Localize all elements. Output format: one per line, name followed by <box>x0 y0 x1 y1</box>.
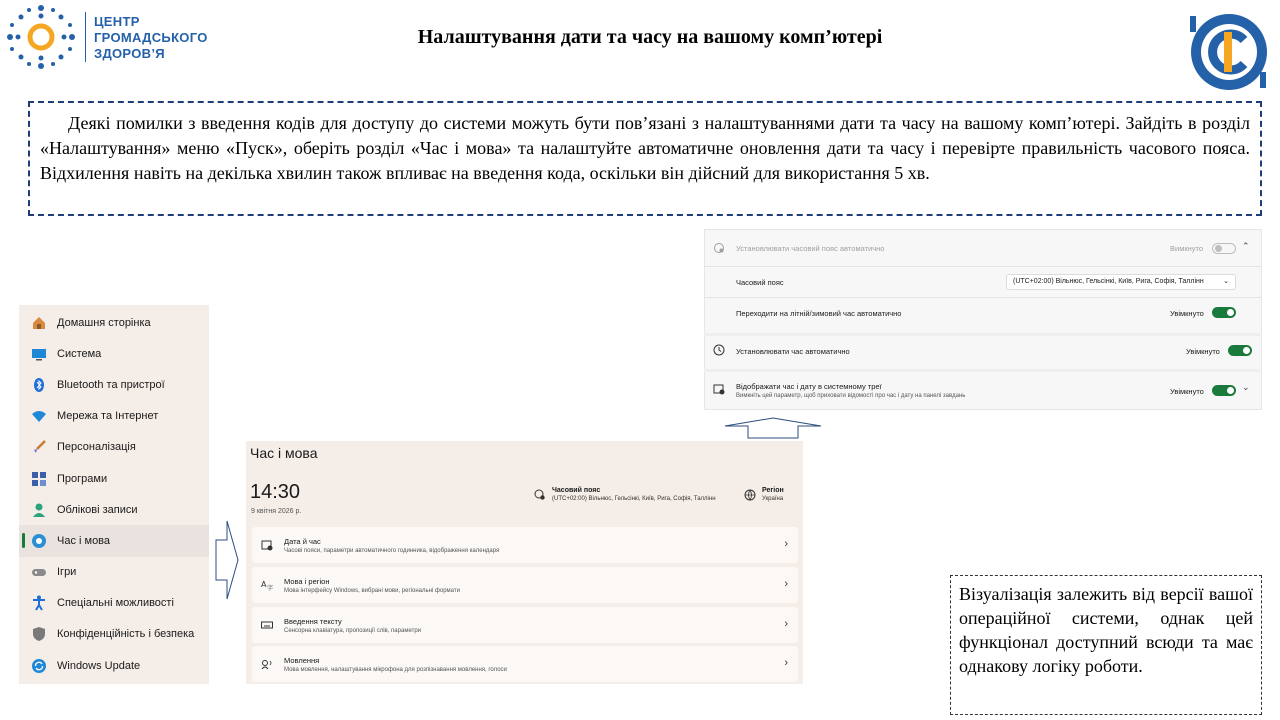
bluetooth-icon <box>31 377 47 393</box>
sidebar-item-time-language[interactable] <box>19 525 209 556</box>
tray-subtitle: Вимкніть цей параметр, щоб приховати відомості про час і дату на панелі завдань <box>736 393 966 399</box>
note-text: Візуалізація залежить від версії вашої операційної системи, однак цей функціонал доступний всюди та має однакову логіку роботи. <box>959 584 1253 676</box>
sidebar-item-label: Спеціальні можливості <box>57 597 174 610</box>
panel-title: Час і мова <box>250 445 318 461</box>
org-logo <box>6 4 206 70</box>
svg-text:字: 字 <box>267 585 273 591</box>
row-speech[interactable] <box>252 646 798 682</box>
monitor-icon <box>31 346 47 362</box>
globe-clock-icon <box>31 533 47 549</box>
shield-icon <box>31 626 47 642</box>
divider <box>704 297 1262 298</box>
sidebar-item-home[interactable] <box>19 307 209 338</box>
sidebar-item-label: Час і мова <box>57 534 111 547</box>
sidebar-item-personalization[interactable] <box>19 432 209 463</box>
arrow-right-icon <box>215 520 239 600</box>
wifi-icon <box>31 408 47 424</box>
sidebar-item-label: Конфіденційність і безпека <box>57 628 195 641</box>
tray-label: Відображати час і дату в системному треї <box>736 382 882 391</box>
row-subtitle: Мова інтерфейсу Windows, вибрані мови, регіональні формати <box>284 587 460 594</box>
sidebar-item-label: Облікові записи <box>57 503 138 516</box>
note-box <box>950 575 1262 715</box>
row-subtitle: Мова мовлення, налаштування мікрофона для розпізнавання мовлення, голоси <box>284 666 507 673</box>
sidebar-item-label: Програми <box>57 472 108 485</box>
tray-state: Увімкнуто <box>1170 387 1204 396</box>
timezone-icon <box>534 489 546 501</box>
calendar-clock-icon <box>713 383 725 395</box>
auto-timezone-label: Установлювати часовий пояс автоматично <box>736 244 885 253</box>
calendar-clock-icon <box>260 538 274 552</box>
sidebar-item-apps[interactable] <box>19 463 209 494</box>
chevron-right-icon: › <box>784 538 788 550</box>
row-typing[interactable] <box>252 607 798 643</box>
sidebar-item-system[interactable] <box>19 338 209 369</box>
timezone-select[interactable] <box>1006 274 1236 290</box>
divider <box>704 333 1262 336</box>
sidebar-item-label: Bluetooth та пристрої <box>57 378 165 391</box>
gamepad-icon <box>31 564 47 580</box>
sidebar-item-label: Персоналізація <box>57 441 136 454</box>
keyboard-icon <box>260 618 274 632</box>
timezone-summary <box>534 487 716 502</box>
globe-icon <box>744 489 756 501</box>
sidebar-item-privacy[interactable] <box>19 619 209 650</box>
org-logo-mark-icon <box>6 4 76 70</box>
row-date-time[interactable] <box>252 527 798 563</box>
timezone-summary-label: Часовий пояс <box>552 487 601 494</box>
time-language-panel <box>246 441 803 684</box>
person-icon <box>31 502 47 518</box>
chevron-down-icon[interactable]: ⌄ <box>1242 382 1250 392</box>
accessibility-icon <box>31 595 47 611</box>
sidebar-item-label: Система <box>57 347 102 360</box>
sidebar-item-gaming[interactable] <box>19 557 209 588</box>
arrow-up-icon <box>724 417 822 439</box>
row-language-region[interactable] <box>252 567 798 603</box>
chevron-right-icon: › <box>784 578 788 590</box>
timezone-summary-value: (UTC+02:00) Вільнюс, Гельсінкі, Київ, Рига, Софія, Таллінн <box>552 496 716 502</box>
row-subtitle: Часові пояси, параметри автоматичного годинника, відображення календаря <box>284 547 500 554</box>
intro-text: Деякі помилки з введення кодів для доступу до системи можуть бути пов’язані з налаштуваннями дати та часу на вашому комп’ютері. Зайдіть в розділ «Налаштування» меню «Пуск», оберіть розділ «Час і мова» та налаштуйте автоматичне оновлення дати та часу і перевірте правильність часового пояса. Відхилення навіть на декілька хвилин також впливає на введення кода, оскільки він дійсний для використання 5 хв. <box>40 113 1250 183</box>
dst-state: Увімкнуто <box>1170 309 1204 318</box>
sidebar-item-label: Мережа та Інтернет <box>57 410 159 423</box>
update-icon <box>31 658 47 674</box>
auto-time-toggle[interactable] <box>1228 345 1252 356</box>
language-icon <box>260 578 274 592</box>
sidebar-item-network[interactable] <box>19 401 209 432</box>
row-subtitle: Сенсорна клавіатура, пропозиції слів, параметри <box>284 627 422 634</box>
page-title: Налаштування дати та часу на вашому комп’ютері <box>417 26 883 48</box>
timezone-select-value: (UTC+02:00) Вільнюс, Гельсінкі, Київ, Рига, Софія, Таллінн <box>1013 278 1204 285</box>
chevron-down-icon: ⌄ <box>1223 278 1229 285</box>
timezone-auto-icon <box>713 242 725 254</box>
chevron-up-icon[interactable]: ⌃ <box>1242 241 1250 251</box>
divider <box>704 369 1262 372</box>
logo-divider <box>85 12 86 62</box>
current-time: 14:30 <box>250 481 301 503</box>
brush-icon <box>31 439 47 455</box>
region-value: Україна <box>762 496 784 502</box>
row-title: Введення тексту <box>284 616 342 626</box>
svg-text:A: A <box>261 580 267 589</box>
clock-icon <box>713 344 725 356</box>
chevron-right-icon: › <box>784 618 788 630</box>
partner-logo-icon <box>1184 10 1274 94</box>
auto-timezone-state: Вимкнуто <box>1170 244 1204 253</box>
sidebar-item-accounts[interactable] <box>19 494 209 525</box>
sidebar-item-label: Ігри <box>57 566 77 579</box>
org-logo-line1: ЦЕНТР <box>94 14 140 29</box>
auto-time-state: Увімкнуто <box>1186 347 1220 356</box>
row-title: Дата й час <box>284 536 321 546</box>
sidebar-item-label: Домашня сторінка <box>57 316 151 329</box>
sidebar-item-windows-update[interactable] <box>19 650 209 681</box>
org-logo-line3: ЗДОРОВ’Я <box>94 46 165 61</box>
region-label: Регіон <box>762 487 784 494</box>
auto-timezone-toggle[interactable] <box>1212 243 1236 254</box>
region-summary <box>744 487 784 502</box>
home-icon <box>31 315 47 331</box>
sidebar-item-bluetooth[interactable] <box>19 369 209 400</box>
chevron-right-icon: › <box>784 657 788 669</box>
speech-icon <box>260 657 274 671</box>
divider <box>704 266 1262 267</box>
sidebar-item-accessibility[interactable] <box>19 588 209 619</box>
tray-toggle[interactable] <box>1212 385 1236 396</box>
timezone-label: Часовий пояс <box>736 278 784 287</box>
apps-icon <box>31 471 47 487</box>
row-title: Мовлення <box>284 655 320 665</box>
row-title: Мова і регіон <box>284 576 330 586</box>
dst-label: Переходити на літній/зимовий час автоматично <box>736 309 902 318</box>
org-logo-text <box>94 14 208 62</box>
org-logo-line2: ГРОМАДСЬКОГО <box>94 30 208 45</box>
settings-sidebar <box>19 305 209 684</box>
sidebar-item-label: Windows Update <box>57 659 141 672</box>
current-date: 9 квітня 2026 р. <box>251 508 302 515</box>
dst-toggle[interactable] <box>1212 307 1236 318</box>
auto-time-label: Установлювати час автоматично <box>736 347 850 356</box>
intro-box <box>28 101 1262 216</box>
